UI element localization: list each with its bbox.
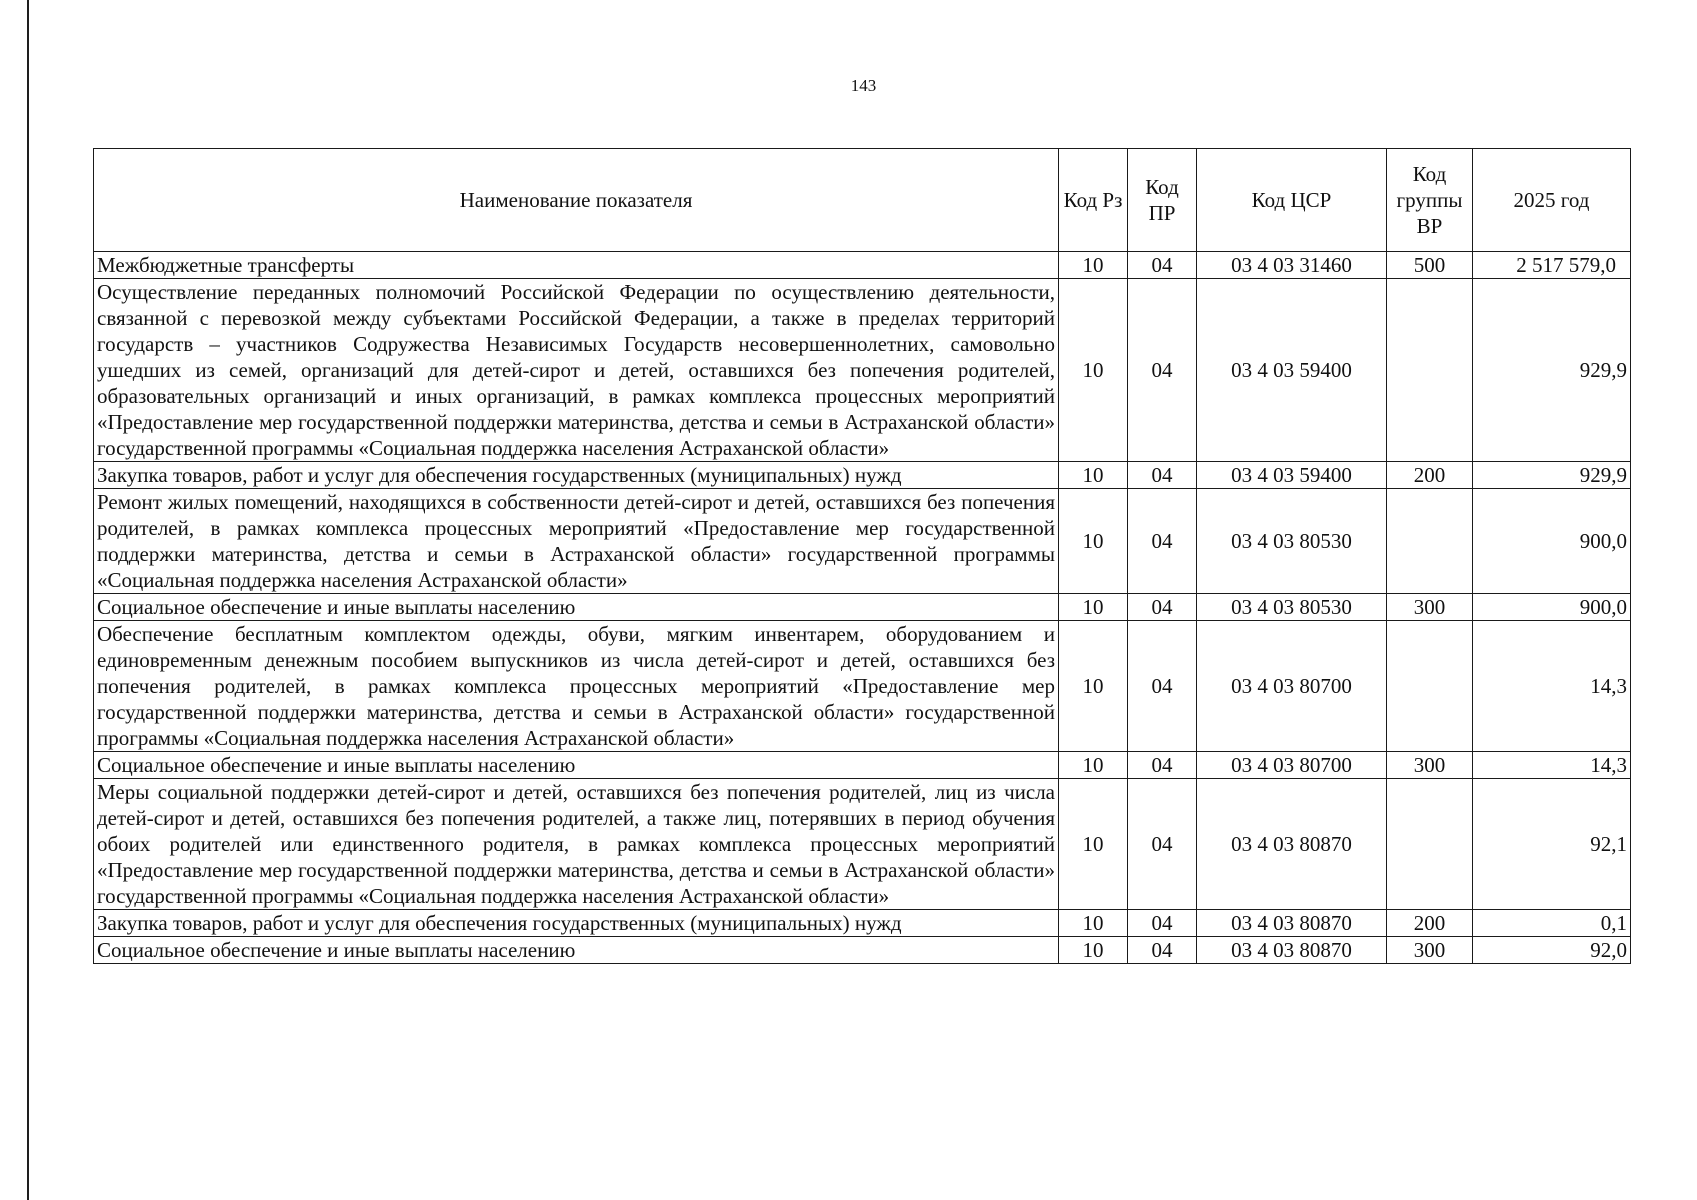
table-row — [94, 752, 1631, 779]
row-name: Ремонт жилых помещений, находящихся в собственности детей-сирот и детей, оставшихся без попечения родителей, в рамках комплекса процессных мероприятий «Предоставление мер государственной поддержки материнства, детства и семьи в Астраханской области» государственной программы «Социальная поддержка населения Астраханской области» — [94, 489, 1059, 594]
header-year: 2025 год — [1473, 149, 1631, 252]
table-row — [94, 252, 1631, 279]
row-name: Социальное обеспечение и иные выплаты населению — [94, 594, 1059, 621]
row-rz: 10 — [1059, 779, 1128, 910]
budget-table — [93, 148, 1631, 964]
table-row — [94, 937, 1631, 964]
table-row — [94, 462, 1631, 489]
page-number: 143 — [850, 76, 877, 95]
row-rz: 10 — [1059, 594, 1128, 621]
row-rz: 10 — [1059, 937, 1128, 964]
page-binding-line — [27, 0, 29, 1200]
row-amount: 929,9 — [1473, 279, 1631, 462]
row-vr: 300 — [1387, 937, 1473, 964]
row-amount: 900,0 — [1473, 594, 1631, 621]
header-csr: Код ЦСР — [1197, 149, 1387, 252]
row-csr: 03 4 03 31460 — [1197, 252, 1387, 279]
table-row — [94, 279, 1631, 462]
table-row — [94, 489, 1631, 594]
row-pr: 04 — [1128, 621, 1197, 752]
row-csr: 03 4 03 80700 — [1197, 752, 1387, 779]
row-name: Социальное обеспечение и иные выплаты населению — [94, 752, 1059, 779]
row-vr — [1387, 621, 1473, 752]
row-pr: 04 — [1128, 937, 1197, 964]
row-amount: 14,3 — [1473, 621, 1631, 752]
row-pr: 04 — [1128, 279, 1197, 462]
row-name: Закупка товаров, работ и услуг для обеспечения государственных (муниципальных) нужд — [94, 462, 1059, 489]
row-name: Осуществление переданных полномочий Российской Федерации по осуществлению деятельности, связанной с перевозкой между субъектами Российской Федерации, а также в пределах территорий государств – участников Содружества Независимых Государств несовершеннолетних, самовольно ушедших из семей, организаций для детей-сирот и детей, оставшихся без попечения родителей, образовательных организаций и иных организаций, в рамках комплекса процессных мероприятий «Предоставление мер государственной поддержки материнства, детства и семьи в Астраханской области» государственной программы «Социальная поддержка населения Астраханской области» — [94, 279, 1059, 462]
row-pr: 04 — [1128, 779, 1197, 910]
table-row — [94, 594, 1631, 621]
row-amount: 929,9 — [1473, 462, 1631, 489]
row-pr: 04 — [1128, 252, 1197, 279]
row-rz: 10 — [1059, 462, 1128, 489]
row-name: Социальное обеспечение и иные выплаты населению — [94, 937, 1059, 964]
row-rz: 10 — [1059, 252, 1128, 279]
header-pr: Код ПР — [1128, 149, 1197, 252]
row-name: Меры социальной поддержки детей-сирот и детей, оставшихся без попечения родителей, лиц из числа детей-сирот и детей, оставшихся без попечения родителей, а также лиц, потерявших в период обучения обоих родителей или единственного родителя, в рамках комплекса процессных мероприятий «Предоставление мер государственной поддержки материнства, детства и семьи в Астраханской области» государственной программы «Социальная поддержка населения Астраханской области» — [94, 779, 1059, 910]
row-csr: 03 4 03 80870 — [1197, 910, 1387, 937]
row-amount: 0,1 — [1473, 910, 1631, 937]
row-rz: 10 — [1059, 279, 1128, 462]
header-name: Наименование показателя — [94, 149, 1059, 252]
row-pr: 04 — [1128, 594, 1197, 621]
table-row — [94, 910, 1631, 937]
row-amount: 92,0 — [1473, 937, 1631, 964]
header-rz: Код Рз — [1059, 149, 1128, 252]
row-rz: 10 — [1059, 621, 1128, 752]
row-amount: 900,0 — [1473, 489, 1631, 594]
row-vr: 500 — [1387, 252, 1473, 279]
table-row — [94, 779, 1631, 910]
row-rz: 10 — [1059, 910, 1128, 937]
row-vr — [1387, 779, 1473, 910]
row-csr: 03 4 03 59400 — [1197, 462, 1387, 489]
row-csr: 03 4 03 80530 — [1197, 489, 1387, 594]
row-csr: 03 4 03 80870 — [1197, 779, 1387, 910]
row-csr: 03 4 03 80530 — [1197, 594, 1387, 621]
table-header-row — [94, 149, 1631, 252]
row-amount: 14,3 — [1473, 752, 1631, 779]
row-vr: 300 — [1387, 752, 1473, 779]
row-pr: 04 — [1128, 752, 1197, 779]
row-amount: 92,1 — [1473, 779, 1631, 910]
row-name: Межбюджетные трансферты — [94, 252, 1059, 279]
row-rz: 10 — [1059, 489, 1128, 594]
row-csr: 03 4 03 59400 — [1197, 279, 1387, 462]
table-row — [94, 621, 1631, 752]
row-rz: 10 — [1059, 752, 1128, 779]
row-vr — [1387, 489, 1473, 594]
row-pr: 04 — [1128, 462, 1197, 489]
row-name: Обеспечение бесплатным комплектом одежды, обуви, мягким инвентарем, оборудованием и единовременным денежным пособием выпускников из числа детей-сирот и детей, оставшихся без попечения родителей, в рамках комплекса процессных мероприятий «Предоставление мер государственной поддержки материнства, детства и семьи в Астраханской области» государственной программы «Социальная поддержка населения Астраханской области» — [94, 621, 1059, 752]
row-vr — [1387, 279, 1473, 462]
row-pr: 04 — [1128, 910, 1197, 937]
row-name: Закупка товаров, работ и услуг для обеспечения государственных (муниципальных) нужд — [94, 910, 1059, 937]
row-vr: 300 — [1387, 594, 1473, 621]
row-pr: 04 — [1128, 489, 1197, 594]
row-csr: 03 4 03 80700 — [1197, 621, 1387, 752]
row-csr: 03 4 03 80870 — [1197, 937, 1387, 964]
row-amount: 2 517 579,0 — [1473, 252, 1631, 279]
row-vr: 200 — [1387, 910, 1473, 937]
row-vr: 200 — [1387, 462, 1473, 489]
header-vr: Код группы ВР — [1387, 149, 1473, 252]
